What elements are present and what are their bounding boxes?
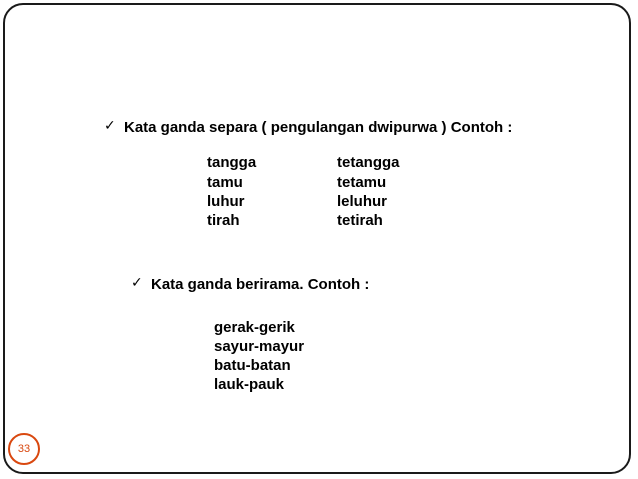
example-word: batu-batan [214,357,291,374]
example-word: leluhur [337,193,388,210]
example-word: tirah [207,212,240,229]
example-word: tangga [207,154,257,171]
example-word: tetangga [337,154,400,171]
example-word: lauk-pauk [214,376,285,393]
bullet-2-text: Kata ganda berirama. Contoh : [151,276,370,293]
checkmark-icon: ✓ [104,118,116,134]
bullet-1-text: Kata ganda separa ( pengulangan dwipurwa ) Contoh : [124,119,513,136]
example-word: tamu [207,174,243,191]
example-word: gerak-gerik [214,319,295,336]
example-word: tetirah [337,212,383,229]
slide-frame [3,3,631,474]
example-word: luhur [207,193,245,210]
example-word: tetamu [337,174,387,191]
page-number: 33 [17,443,31,455]
checkmark-icon: ✓ [131,275,143,291]
example-word: sayur-mayur [214,338,305,355]
page-number-badge [8,433,40,465]
